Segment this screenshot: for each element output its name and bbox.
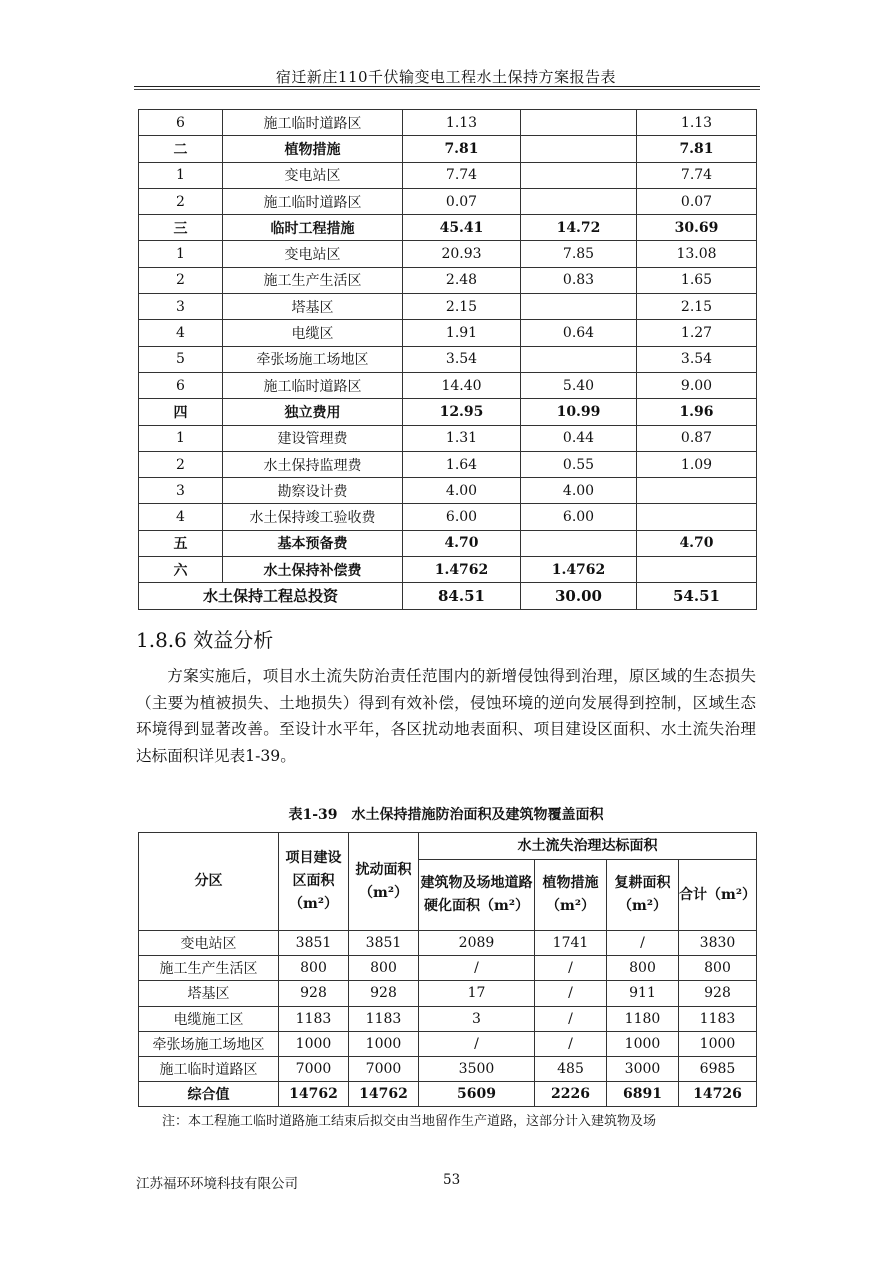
row-number: 4 <box>139 504 223 530</box>
table-row <box>139 136 757 162</box>
area-table-body <box>139 931 757 1107</box>
row-value-b: 1.65 <box>637 267 757 293</box>
row-value-b: 2.15 <box>637 294 757 320</box>
table-row <box>139 320 757 346</box>
cell-project: 928 <box>279 981 349 1006</box>
row-value-b: 13.08 <box>637 241 757 267</box>
total-cell-zone: 综合值 <box>139 1082 279 1107</box>
row-value-a <box>521 294 637 320</box>
row-item-name: 施工生产生活区 <box>223 267 403 293</box>
cell-reclaim: / <box>607 931 679 956</box>
header-rule <box>134 86 760 87</box>
header-reclaim: 复耕面积（m²） <box>607 860 679 931</box>
cell-building: / <box>419 956 535 981</box>
total-row <box>139 1082 757 1107</box>
cell-building: 17 <box>419 981 535 1006</box>
row-value-a: 7.85 <box>521 241 637 267</box>
cell-project: 800 <box>279 956 349 981</box>
total-cell-disturbed: 14762 <box>349 1082 419 1107</box>
row-total: 1.4762 <box>403 557 521 583</box>
row-value-b: 1.13 <box>637 110 757 136</box>
row-total: 20.93 <box>403 241 521 267</box>
row-value-b <box>637 557 757 583</box>
row-value-a <box>521 346 637 372</box>
table-row <box>139 267 757 293</box>
total-cell-building: 5609 <box>419 1082 535 1107</box>
cell-project: 7000 <box>279 1056 349 1081</box>
page-header-title: 宿迁新庄110千伏输变电工程水土保持方案报告表 <box>275 68 617 86</box>
row-item-name: 水土保持补偿费 <box>223 557 403 583</box>
cell-plant: 485 <box>535 1056 607 1081</box>
table-row <box>139 557 757 583</box>
row-value-a: 5.40 <box>521 372 637 398</box>
row-number: 3 <box>139 478 223 504</box>
row-total: 7.74 <box>403 162 521 188</box>
cell-sum: 1000 <box>679 1031 757 1056</box>
table-row <box>139 451 757 477</box>
row-value-a <box>521 136 637 162</box>
row-item-name: 独立费用 <box>223 399 403 425</box>
cell-sum: 6985 <box>679 1056 757 1081</box>
cell-plant: / <box>535 1031 607 1056</box>
row-number: 1 <box>139 425 223 451</box>
cell-disturbed: 1000 <box>349 1031 419 1056</box>
cell-plant: / <box>535 1006 607 1031</box>
table-row <box>139 346 757 372</box>
row-item-name: 基本预备费 <box>223 530 403 556</box>
cell-disturbed: 800 <box>349 956 419 981</box>
row-value-b: 4.70 <box>637 530 757 556</box>
row-value-a: 6.00 <box>521 504 637 530</box>
row-value-a: 1.4762 <box>521 557 637 583</box>
table-row <box>139 956 757 981</box>
row-total: 2.48 <box>403 267 521 293</box>
row-value-b: 7.81 <box>637 136 757 162</box>
row-total: 45.41 <box>403 215 521 241</box>
table-row <box>139 294 757 320</box>
header-plant: 植物措施（m²） <box>535 860 607 931</box>
total-cell-project: 14762 <box>279 1082 349 1107</box>
table-row <box>139 530 757 556</box>
row-number: 1 <box>139 162 223 188</box>
cell-reclaim: 3000 <box>607 1056 679 1081</box>
cell-project: 3851 <box>279 931 349 956</box>
row-item-name: 植物措施 <box>223 136 403 162</box>
row-value-a: 14.72 <box>521 215 637 241</box>
row-item-name: 施工临时道路区 <box>223 372 403 398</box>
row-total: 0.07 <box>403 188 521 214</box>
row-number: 6 <box>139 110 223 136</box>
cell-building: 2089 <box>419 931 535 956</box>
row-number: 四 <box>139 399 223 425</box>
row-item-name: 变电站区 <box>223 162 403 188</box>
cell-zone: 施工生产生活区 <box>139 956 279 981</box>
row-total: 12.95 <box>403 399 521 425</box>
cell-disturbed: 1183 <box>349 1006 419 1031</box>
table-row <box>139 981 757 1006</box>
row-value-a: 0.64 <box>521 320 637 346</box>
cell-zone: 牵张场施工场地区 <box>139 1031 279 1056</box>
table-note: 注：本工程施工临时道路施工结束后拟交由当地留作生产道路，这部分计入建筑物及场 <box>162 1114 657 1129</box>
row-number: 六 <box>139 557 223 583</box>
row-item-name: 临时工程措施 <box>223 215 403 241</box>
table-row <box>139 110 757 136</box>
cell-disturbed: 928 <box>349 981 419 1006</box>
row-number: 6 <box>139 372 223 398</box>
header-building: 建筑物及场地道路硬化面积（m²） <box>419 860 535 931</box>
row-value-b: 1.09 <box>637 451 757 477</box>
total-cell-sum: 14726 <box>679 1082 757 1107</box>
section-paragraph: 方案实施后，项目水土流失防治责任范围内的新增侵蚀得到治理，原区域的生态损失（主要为植被损失、土地损失）得到有效补偿，侵蚀环境的逆向发展得到控制，区域生态环境得到显著改善。至设计水平年，各区扰动地表面积、项目建设区面积、水土流失治理达标面积详见表1-39。 <box>136 667 756 765</box>
area-table <box>138 832 757 1107</box>
table-row <box>139 215 757 241</box>
cell-zone: 变电站区 <box>139 931 279 956</box>
row-value-a: 0.55 <box>521 451 637 477</box>
cell-project: 1183 <box>279 1006 349 1031</box>
row-value-a <box>521 110 637 136</box>
row-total: 1.31 <box>403 425 521 451</box>
row-total: 4.70 <box>403 530 521 556</box>
row-item-name: 塔基区 <box>223 294 403 320</box>
row-item-name: 变电站区 <box>223 241 403 267</box>
section-heading: 1.8.6 效益分析 <box>136 628 274 652</box>
row-total: 7.81 <box>403 136 521 162</box>
row-number: 2 <box>139 451 223 477</box>
table-row <box>139 1006 757 1031</box>
row-value-a: 4.00 <box>521 478 637 504</box>
total-row-total: 84.51 <box>403 583 521 609</box>
header-sum: 合计（m²） <box>679 860 757 931</box>
total-row <box>139 583 757 609</box>
cell-zone: 电缆施工区 <box>139 1006 279 1031</box>
row-total: 1.91 <box>403 320 521 346</box>
row-total: 14.40 <box>403 372 521 398</box>
row-item-name: 牵张场施工场地区 <box>223 346 403 372</box>
cell-disturbed: 7000 <box>349 1056 419 1081</box>
row-value-b <box>637 478 757 504</box>
table-row <box>139 504 757 530</box>
row-value-b: 9.00 <box>637 372 757 398</box>
cell-disturbed: 3851 <box>349 931 419 956</box>
row-item-name: 勘察设计费 <box>223 478 403 504</box>
table-row <box>139 1031 757 1056</box>
header-project-area: 项目建设区面积（m²） <box>279 833 349 931</box>
cell-building: 3 <box>419 1006 535 1031</box>
cell-sum: 3830 <box>679 931 757 956</box>
row-total: 1.64 <box>403 451 521 477</box>
cell-building: / <box>419 1031 535 1056</box>
row-value-b: 0.07 <box>637 188 757 214</box>
cell-plant: 1741 <box>535 931 607 956</box>
total-cell-reclaim: 6891 <box>607 1082 679 1107</box>
row-item-name: 施工临时道路区 <box>223 188 403 214</box>
row-number: 2 <box>139 188 223 214</box>
row-value-b: 30.69 <box>637 215 757 241</box>
cell-zone: 塔基区 <box>139 981 279 1006</box>
row-total: 2.15 <box>403 294 521 320</box>
row-value-a <box>521 530 637 556</box>
table-row <box>139 188 757 214</box>
row-number: 5 <box>139 346 223 372</box>
row-value-b: 3.54 <box>637 346 757 372</box>
row-number: 五 <box>139 530 223 556</box>
row-value-a <box>521 162 637 188</box>
row-total: 3.54 <box>403 346 521 372</box>
cell-building: 3500 <box>419 1056 535 1081</box>
row-number: 三 <box>139 215 223 241</box>
cell-plant: / <box>535 956 607 981</box>
row-number: 3 <box>139 294 223 320</box>
table-row <box>139 241 757 267</box>
row-total: 4.00 <box>403 478 521 504</box>
cell-reclaim: 1180 <box>607 1006 679 1031</box>
cell-project: 1000 <box>279 1031 349 1056</box>
footer-company: 江苏福环环境科技有限公司 <box>136 1176 298 1192</box>
cell-sum: 928 <box>679 981 757 1006</box>
header-rule-thin <box>134 89 760 90</box>
row-total: 1.13 <box>403 110 521 136</box>
table-row <box>139 1056 757 1081</box>
row-value-b: 0.87 <box>637 425 757 451</box>
row-value-a: 10.99 <box>521 399 637 425</box>
row-item-name: 电缆区 <box>223 320 403 346</box>
total-cell-plant: 2226 <box>535 1082 607 1107</box>
row-item-name: 建设管理费 <box>223 425 403 451</box>
row-value-b: 1.96 <box>637 399 757 425</box>
row-value-b: 1.27 <box>637 320 757 346</box>
total-row-label: 水土保持工程总投资 <box>139 583 403 609</box>
row-item-name: 水土保持竣工验收费 <box>223 504 403 530</box>
total-row-value-b: 54.51 <box>637 583 757 609</box>
header-zone: 分区 <box>139 833 279 931</box>
row-number: 2 <box>139 267 223 293</box>
table-row <box>139 372 757 398</box>
row-item-name: 水土保持监理费 <box>223 451 403 477</box>
row-value-a <box>521 188 637 214</box>
total-row-value-a: 30.00 <box>521 583 637 609</box>
header-group: 水土流失治理达标面积 <box>419 833 757 860</box>
row-number: 二 <box>139 136 223 162</box>
table-row <box>139 425 757 451</box>
cell-sum: 1183 <box>679 1006 757 1031</box>
table-row <box>139 399 757 425</box>
table-row <box>139 478 757 504</box>
table-row <box>139 162 757 188</box>
row-number: 4 <box>139 320 223 346</box>
cell-sum: 800 <box>679 956 757 981</box>
investment-table <box>138 109 757 610</box>
table-row <box>139 931 757 956</box>
row-number: 1 <box>139 241 223 267</box>
cell-reclaim: 800 <box>607 956 679 981</box>
table-caption: 表1-39 水土保持措施防治面积及建筑物覆盖面积 <box>288 807 604 823</box>
page-number: 53 <box>443 1172 461 1188</box>
cell-plant: / <box>535 981 607 1006</box>
row-value-b: 7.74 <box>637 162 757 188</box>
cell-reclaim: 911 <box>607 981 679 1006</box>
cell-reclaim: 1000 <box>607 1031 679 1056</box>
row-value-a: 0.83 <box>521 267 637 293</box>
row-total: 6.00 <box>403 504 521 530</box>
header-disturbed-area: 扰动面积（m²） <box>349 833 419 931</box>
row-value-b <box>637 504 757 530</box>
investment-table-body <box>139 110 757 610</box>
row-value-a: 0.44 <box>521 425 637 451</box>
row-item-name: 施工临时道路区 <box>223 110 403 136</box>
cell-zone: 施工临时道路区 <box>139 1056 279 1081</box>
